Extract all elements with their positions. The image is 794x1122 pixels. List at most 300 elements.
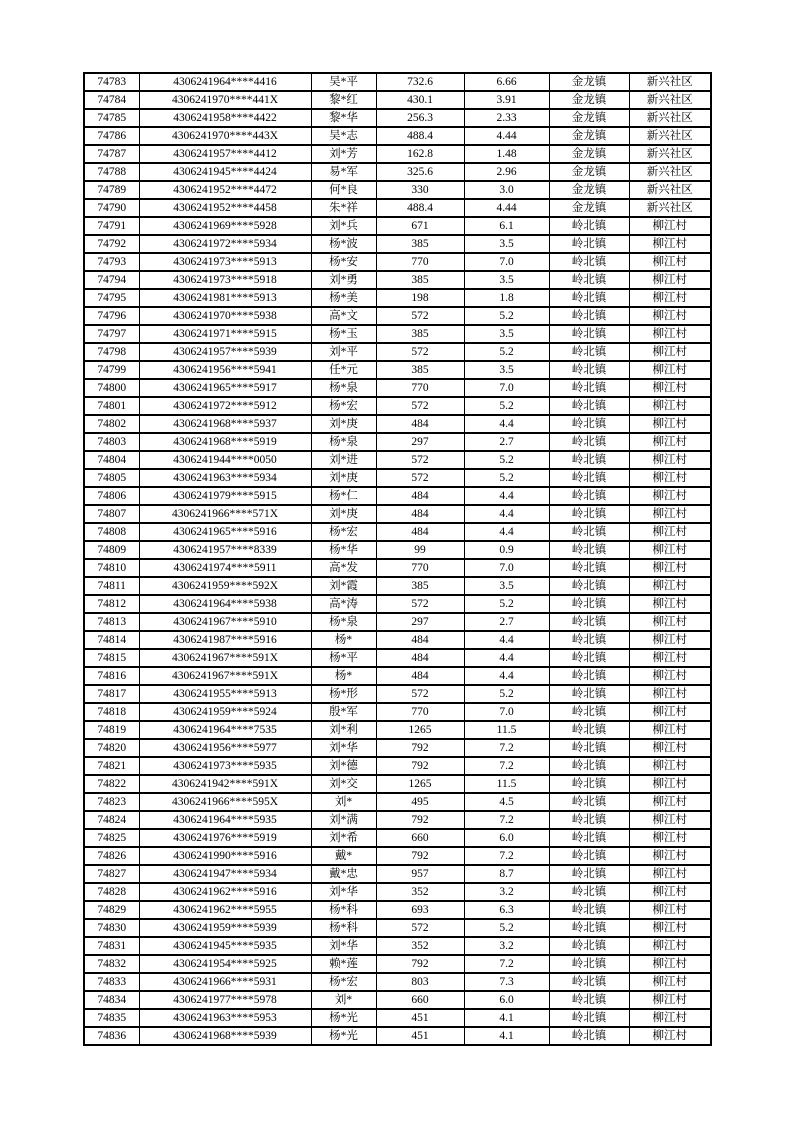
cell-ratio: 6.66 <box>464 73 549 91</box>
cell-village: 柳江村 <box>629 361 711 379</box>
cell-amount: 770 <box>376 703 464 721</box>
cell-village: 柳江村 <box>629 631 711 649</box>
cell-ratio: 5.2 <box>464 919 549 937</box>
cell-village: 柳江村 <box>629 271 711 289</box>
cell-id-number: 4306241968****5919 <box>139 433 311 451</box>
cell-name: 高*涛 <box>311 595 376 613</box>
cell-ratio: 4.4 <box>464 505 549 523</box>
cell-name: 杨*平 <box>311 649 376 667</box>
cell-name: 戴*忠 <box>311 865 376 883</box>
cell-village: 柳江村 <box>629 829 711 847</box>
cell-id-number: 4306241974****5911 <box>139 559 311 577</box>
cell-village: 柳江村 <box>629 595 711 613</box>
cell-town: 岭北镇 <box>549 253 629 271</box>
cell-name: 黎*红 <box>311 91 376 109</box>
cell-ratio: 7.2 <box>464 757 549 775</box>
table-row <box>84 937 711 955</box>
cell-town: 岭北镇 <box>549 451 629 469</box>
cell-amount: 484 <box>376 523 464 541</box>
table-row <box>84 559 711 577</box>
cell-town: 金龙镇 <box>549 73 629 91</box>
cell-name: 任*元 <box>311 361 376 379</box>
cell-name: 殷*军 <box>311 703 376 721</box>
cell-ratio: 6.0 <box>464 829 549 847</box>
cell-amount: 1265 <box>376 721 464 739</box>
cell-ratio: 8.7 <box>464 865 549 883</box>
cell-ratio: 4.44 <box>464 199 549 217</box>
cell-amount: 484 <box>376 505 464 523</box>
table-row <box>84 955 711 973</box>
cell-amount: 484 <box>376 667 464 685</box>
cell-ratio: 11.5 <box>464 775 549 793</box>
cell-seq-number: 74800 <box>84 379 139 397</box>
cell-ratio: 3.5 <box>464 271 549 289</box>
cell-name: 刘* <box>311 991 376 1009</box>
cell-village: 柳江村 <box>629 307 711 325</box>
cell-id-number: 4306241966****5931 <box>139 973 311 991</box>
cell-id-number: 4306241967****591X <box>139 649 311 667</box>
table-row <box>84 613 711 631</box>
cell-id-number: 4306241957****5939 <box>139 343 311 361</box>
cell-ratio: 3.5 <box>464 577 549 595</box>
cell-ratio: 7.0 <box>464 379 549 397</box>
cell-id-number: 4306241968****5939 <box>139 1027 311 1045</box>
table-row <box>84 379 711 397</box>
cell-id-number: 4306241979****5915 <box>139 487 311 505</box>
cell-ratio: 4.5 <box>464 793 549 811</box>
cell-id-number: 4306241956****5977 <box>139 739 311 757</box>
cell-town: 岭北镇 <box>549 649 629 667</box>
cell-town: 岭北镇 <box>549 487 629 505</box>
cell-id-number: 4306241971****5915 <box>139 325 311 343</box>
table-row <box>84 415 711 433</box>
cell-ratio: 3.91 <box>464 91 549 109</box>
cell-town: 岭北镇 <box>549 343 629 361</box>
cell-village: 柳江村 <box>629 469 711 487</box>
cell-amount: 770 <box>376 379 464 397</box>
table-row <box>84 973 711 991</box>
cell-village: 柳江村 <box>629 487 711 505</box>
cell-amount: 325.6 <box>376 163 464 181</box>
cell-id-number: 4306241944****0050 <box>139 451 311 469</box>
cell-name: 高*发 <box>311 559 376 577</box>
cell-name: 刘*华 <box>311 883 376 901</box>
table-row <box>84 631 711 649</box>
cell-name: 刘*进 <box>311 451 376 469</box>
cell-town: 岭北镇 <box>549 883 629 901</box>
cell-seq-number: 74795 <box>84 289 139 307</box>
cell-seq-number: 74822 <box>84 775 139 793</box>
cell-amount: 660 <box>376 829 464 847</box>
cell-amount: 792 <box>376 955 464 973</box>
cell-town: 岭北镇 <box>549 685 629 703</box>
cell-ratio: 2.96 <box>464 163 549 181</box>
cell-id-number: 4306241973****5935 <box>139 757 311 775</box>
cell-ratio: 7.2 <box>464 847 549 865</box>
cell-village: 新兴社区 <box>629 163 711 181</box>
cell-name: 刘*霞 <box>311 577 376 595</box>
table-row <box>84 703 711 721</box>
table-row <box>84 523 711 541</box>
cell-seq-number: 74820 <box>84 739 139 757</box>
cell-village: 柳江村 <box>629 505 711 523</box>
cell-ratio: 4.4 <box>464 631 549 649</box>
table-row <box>84 775 711 793</box>
cell-amount: 803 <box>376 973 464 991</box>
cell-town: 岭北镇 <box>549 325 629 343</box>
cell-name: 戴* <box>311 847 376 865</box>
cell-ratio: 7.0 <box>464 703 549 721</box>
cell-village: 新兴社区 <box>629 109 711 127</box>
cell-village: 柳江村 <box>629 451 711 469</box>
table-row <box>84 919 711 937</box>
cell-town: 岭北镇 <box>549 613 629 631</box>
cell-village: 柳江村 <box>629 559 711 577</box>
cell-village: 柳江村 <box>629 919 711 937</box>
cell-village: 柳江村 <box>629 235 711 253</box>
cell-seq-number: 74825 <box>84 829 139 847</box>
cell-town: 岭北镇 <box>549 829 629 847</box>
cell-seq-number: 74812 <box>84 595 139 613</box>
cell-id-number: 4306241952****4458 <box>139 199 311 217</box>
cell-name: 杨*科 <box>311 919 376 937</box>
cell-amount: 488.4 <box>376 127 464 145</box>
cell-village: 新兴社区 <box>629 181 711 199</box>
subsidy-table <box>83 72 712 1046</box>
cell-name: 刘*交 <box>311 775 376 793</box>
cell-amount: 572 <box>376 307 464 325</box>
cell-name: 刘*满 <box>311 811 376 829</box>
table-row <box>84 1027 711 1045</box>
table-row <box>84 145 711 163</box>
cell-village: 柳江村 <box>629 721 711 739</box>
cell-id-number: 4306241970****5938 <box>139 307 311 325</box>
table-row <box>84 901 711 919</box>
table-row <box>84 829 711 847</box>
cell-seq-number: 74788 <box>84 163 139 181</box>
cell-town: 岭北镇 <box>549 271 629 289</box>
cell-ratio: 11.5 <box>464 721 549 739</box>
cell-amount: 572 <box>376 343 464 361</box>
cell-seq-number: 74796 <box>84 307 139 325</box>
cell-amount: 352 <box>376 937 464 955</box>
cell-name: 杨*泉 <box>311 613 376 631</box>
cell-amount: 495 <box>376 793 464 811</box>
cell-village: 柳江村 <box>629 217 711 235</box>
cell-seq-number: 74832 <box>84 955 139 973</box>
cell-seq-number: 74804 <box>84 451 139 469</box>
cell-town: 金龙镇 <box>549 163 629 181</box>
cell-seq-number: 74826 <box>84 847 139 865</box>
cell-ratio: 3.5 <box>464 361 549 379</box>
cell-seq-number: 74803 <box>84 433 139 451</box>
cell-amount: 572 <box>376 919 464 937</box>
cell-town: 岭北镇 <box>549 433 629 451</box>
cell-id-number: 4306241958****4422 <box>139 109 311 127</box>
cell-id-number: 4306241957****8339 <box>139 541 311 559</box>
cell-id-number: 4306241952****4472 <box>139 181 311 199</box>
cell-town: 岭北镇 <box>549 865 629 883</box>
cell-name: 杨*仁 <box>311 487 376 505</box>
cell-seq-number: 74808 <box>84 523 139 541</box>
cell-seq-number: 74833 <box>84 973 139 991</box>
cell-town: 金龙镇 <box>549 181 629 199</box>
cell-ratio: 1.8 <box>464 289 549 307</box>
cell-amount: 385 <box>376 577 464 595</box>
cell-ratio: 3.5 <box>464 325 549 343</box>
table-row <box>84 199 711 217</box>
cell-ratio: 5.2 <box>464 397 549 415</box>
table-row <box>84 685 711 703</box>
cell-village: 柳江村 <box>629 937 711 955</box>
cell-seq-number: 74834 <box>84 991 139 1009</box>
cell-amount: 385 <box>376 325 464 343</box>
cell-amount: 430.1 <box>376 91 464 109</box>
cell-ratio: 3.0 <box>464 181 549 199</box>
cell-seq-number: 74798 <box>84 343 139 361</box>
cell-amount: 660 <box>376 991 464 1009</box>
cell-name: 刘*利 <box>311 721 376 739</box>
cell-name: 杨*科 <box>311 901 376 919</box>
cell-name: 杨*华 <box>311 541 376 559</box>
cell-amount: 385 <box>376 361 464 379</box>
cell-amount: 162.8 <box>376 145 464 163</box>
table-row <box>84 865 711 883</box>
cell-village: 柳江村 <box>629 523 711 541</box>
cell-id-number: 4306241959****592X <box>139 577 311 595</box>
table-row <box>84 883 711 901</box>
cell-id-number: 4306241955****5913 <box>139 685 311 703</box>
cell-amount: 957 <box>376 865 464 883</box>
cell-seq-number: 74821 <box>84 757 139 775</box>
cell-id-number: 4306241970****443X <box>139 127 311 145</box>
cell-seq-number: 74814 <box>84 631 139 649</box>
cell-id-number: 4306241967****5910 <box>139 613 311 631</box>
cell-name: 杨*宏 <box>311 523 376 541</box>
cell-name: 杨*波 <box>311 235 376 253</box>
cell-seq-number: 74828 <box>84 883 139 901</box>
cell-village: 柳江村 <box>629 433 711 451</box>
table-row <box>84 811 711 829</box>
cell-id-number: 4306241957****4412 <box>139 145 311 163</box>
cell-village: 新兴社区 <box>629 73 711 91</box>
cell-ratio: 3.2 <box>464 883 549 901</box>
cell-ratio: 4.4 <box>464 523 549 541</box>
cell-name: 刘*华 <box>311 937 376 955</box>
cell-id-number: 4306241964****5938 <box>139 595 311 613</box>
cell-amount: 385 <box>376 271 464 289</box>
cell-town: 金龙镇 <box>549 145 629 163</box>
cell-id-number: 4306241964****4416 <box>139 73 311 91</box>
table-row <box>84 757 711 775</box>
cell-village: 新兴社区 <box>629 91 711 109</box>
cell-ratio: 6.3 <box>464 901 549 919</box>
cell-seq-number: 74807 <box>84 505 139 523</box>
cell-village: 柳江村 <box>629 883 711 901</box>
cell-id-number: 4306241969****5928 <box>139 217 311 235</box>
table-row <box>84 73 711 91</box>
cell-name: 杨* <box>311 631 376 649</box>
cell-town: 岭北镇 <box>549 847 629 865</box>
table-row <box>84 217 711 235</box>
cell-seq-number: 74785 <box>84 109 139 127</box>
cell-id-number: 4306241964****5935 <box>139 811 311 829</box>
cell-ratio: 7.0 <box>464 559 549 577</box>
table-row <box>84 181 711 199</box>
cell-seq-number: 74792 <box>84 235 139 253</box>
cell-seq-number: 74806 <box>84 487 139 505</box>
cell-name: 易*军 <box>311 163 376 181</box>
cell-ratio: 5.2 <box>464 307 549 325</box>
cell-name: 刘*兵 <box>311 217 376 235</box>
cell-town: 岭北镇 <box>549 289 629 307</box>
cell-ratio: 4.1 <box>464 1009 549 1027</box>
cell-town: 岭北镇 <box>549 739 629 757</box>
cell-village: 柳江村 <box>629 1027 711 1045</box>
cell-amount: 770 <box>376 559 464 577</box>
cell-ratio: 2.33 <box>464 109 549 127</box>
cell-amount: 297 <box>376 613 464 631</box>
cell-ratio: 1.48 <box>464 145 549 163</box>
cell-village: 柳江村 <box>629 793 711 811</box>
table-row <box>84 109 711 127</box>
cell-seq-number: 74797 <box>84 325 139 343</box>
cell-id-number: 4306241977****5978 <box>139 991 311 1009</box>
cell-town: 岭北镇 <box>549 937 629 955</box>
cell-ratio: 0.9 <box>464 541 549 559</box>
cell-name: 何*良 <box>311 181 376 199</box>
cell-seq-number: 74802 <box>84 415 139 433</box>
cell-seq-number: 74824 <box>84 811 139 829</box>
cell-town: 岭北镇 <box>549 991 629 1009</box>
cell-name: 杨*光 <box>311 1027 376 1045</box>
cell-ratio: 5.2 <box>464 685 549 703</box>
cell-id-number: 4306241963****5953 <box>139 1009 311 1027</box>
cell-amount: 385 <box>376 235 464 253</box>
cell-id-number: 4306241966****571X <box>139 505 311 523</box>
cell-id-number: 4306241972****5934 <box>139 235 311 253</box>
cell-town: 岭北镇 <box>549 505 629 523</box>
table-row <box>84 451 711 469</box>
table-row <box>84 361 711 379</box>
cell-town: 岭北镇 <box>549 955 629 973</box>
cell-seq-number: 74836 <box>84 1027 139 1045</box>
cell-name: 刘* <box>311 793 376 811</box>
cell-town: 岭北镇 <box>549 307 629 325</box>
table-row <box>84 487 711 505</box>
table-row <box>84 307 711 325</box>
cell-id-number: 4306241968****5937 <box>139 415 311 433</box>
cell-village: 柳江村 <box>629 739 711 757</box>
cell-name: 吴*平 <box>311 73 376 91</box>
cell-seq-number: 74784 <box>84 91 139 109</box>
cell-village: 柳江村 <box>629 1009 711 1027</box>
cell-town: 金龙镇 <box>549 127 629 145</box>
cell-amount: 484 <box>376 631 464 649</box>
cell-town: 岭北镇 <box>549 415 629 433</box>
cell-name: 杨*美 <box>311 289 376 307</box>
cell-amount: 792 <box>376 739 464 757</box>
cell-amount: 488.4 <box>376 199 464 217</box>
cell-village: 柳江村 <box>629 325 711 343</box>
cell-seq-number: 74791 <box>84 217 139 235</box>
table-row <box>84 541 711 559</box>
cell-amount: 792 <box>376 757 464 775</box>
cell-name: 吴*志 <box>311 127 376 145</box>
cell-name: 黎*华 <box>311 109 376 127</box>
cell-ratio: 3.2 <box>464 937 549 955</box>
cell-ratio: 7.0 <box>464 253 549 271</box>
cell-id-number: 4306241970****441X <box>139 91 311 109</box>
cell-seq-number: 74787 <box>84 145 139 163</box>
table-row <box>84 163 711 181</box>
cell-id-number: 4306241956****5941 <box>139 361 311 379</box>
cell-amount: 732.6 <box>376 73 464 91</box>
cell-id-number: 4306241990****5916 <box>139 847 311 865</box>
cell-town: 金龙镇 <box>549 199 629 217</box>
cell-amount: 572 <box>376 595 464 613</box>
cell-seq-number: 74805 <box>84 469 139 487</box>
cell-amount: 1265 <box>376 775 464 793</box>
cell-seq-number: 74793 <box>84 253 139 271</box>
cell-name: 杨*泉 <box>311 379 376 397</box>
cell-seq-number: 74829 <box>84 901 139 919</box>
table-row <box>84 595 711 613</box>
cell-id-number: 4306241973****5918 <box>139 271 311 289</box>
cell-village: 柳江村 <box>629 397 711 415</box>
cell-id-number: 4306241966****595X <box>139 793 311 811</box>
cell-village: 柳江村 <box>629 667 711 685</box>
cell-town: 岭北镇 <box>549 1027 629 1045</box>
cell-village: 柳江村 <box>629 649 711 667</box>
cell-town: 岭北镇 <box>549 397 629 415</box>
cell-id-number: 4306241954****5925 <box>139 955 311 973</box>
cell-village: 柳江村 <box>629 757 711 775</box>
cell-seq-number: 74816 <box>84 667 139 685</box>
cell-amount: 484 <box>376 649 464 667</box>
cell-amount: 792 <box>376 811 464 829</box>
cell-name: 刘*华 <box>311 739 376 757</box>
cell-ratio: 7.2 <box>464 739 549 757</box>
cell-seq-number: 74819 <box>84 721 139 739</box>
cell-id-number: 4306241945****4424 <box>139 163 311 181</box>
cell-name: 杨*宏 <box>311 397 376 415</box>
cell-ratio: 5.2 <box>464 451 549 469</box>
cell-amount: 330 <box>376 181 464 199</box>
table-row <box>84 235 711 253</box>
cell-amount: 256.3 <box>376 109 464 127</box>
cell-ratio: 5.2 <box>464 469 549 487</box>
cell-ratio: 5.2 <box>464 595 549 613</box>
table-row <box>84 577 711 595</box>
cell-town: 岭北镇 <box>549 541 629 559</box>
cell-village: 柳江村 <box>629 811 711 829</box>
table-row <box>84 91 711 109</box>
table-row <box>84 505 711 523</box>
cell-ratio: 4.4 <box>464 667 549 685</box>
cell-seq-number: 74835 <box>84 1009 139 1027</box>
cell-seq-number: 74817 <box>84 685 139 703</box>
cell-ratio: 6.0 <box>464 991 549 1009</box>
cell-town: 岭北镇 <box>549 811 629 829</box>
cell-amount: 693 <box>376 901 464 919</box>
cell-amount: 198 <box>376 289 464 307</box>
cell-village: 柳江村 <box>629 289 711 307</box>
table-row <box>84 343 711 361</box>
cell-village: 柳江村 <box>629 253 711 271</box>
cell-id-number: 4306241967****591X <box>139 667 311 685</box>
cell-town: 岭北镇 <box>549 775 629 793</box>
